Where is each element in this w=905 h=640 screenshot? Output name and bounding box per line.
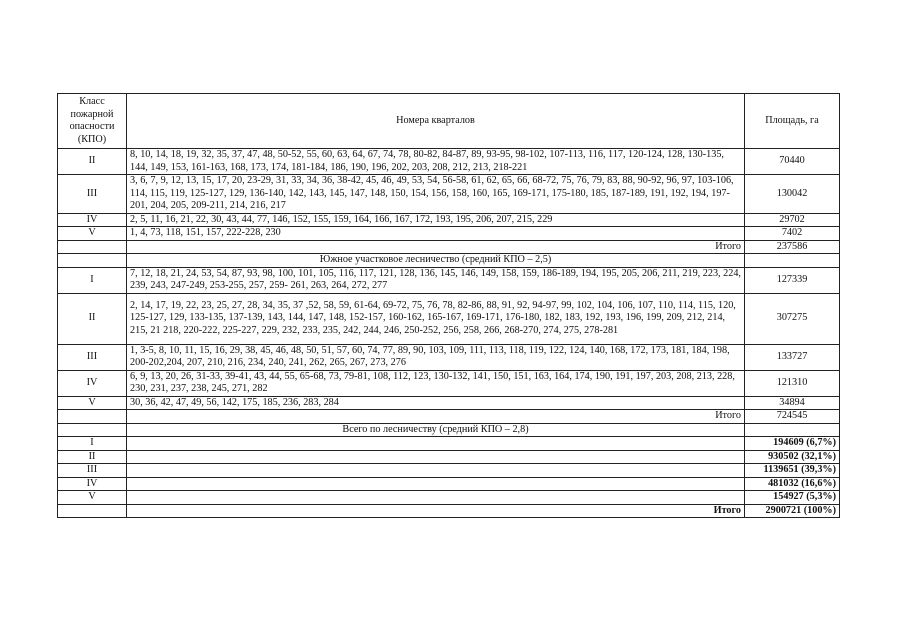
area-cell: 133727 bbox=[745, 344, 840, 370]
table-row bbox=[58, 267, 840, 293]
quarters-cell: 6, 9, 13, 20, 26, 31-33, 39-41, 43, 44, 55, 65-68, 73, 79-81, 108, 112, 123, 130-132, 141, 150, 151, 163, 164, 174, 190, 191, 197, 203, 208, 213, 228, 230, 231, 237, 238, 245, 271, 282 bbox=[127, 370, 745, 396]
area-cell: 1139651 (39,3%) bbox=[745, 464, 840, 478]
class-cell: IV bbox=[58, 370, 127, 396]
section-title: Южное участковое лесничество (средний КПО – 2,5) bbox=[127, 254, 745, 268]
table-row bbox=[58, 227, 840, 241]
quarters-cell: 3, 6, 7, 9, 12, 13, 15, 17, 20, 23-29, 31, 33, 34, 36, 38-42, 45, 46, 49, 53, 54, 56-58, 61, 62, 65, 66, 68-72, 75, 76, 79, 83, 88, 90-92, 96, 97, 103-106, 114, 115, 119, 125-127, 129, 136-140, 142, 143, 145, 147, 148, 150, 154, 156, 158, 160, 165, 169-171, 175-180, 185, 187-189, 191, 192, 194, 197-201, 204, 205, 209-211, 214, 216, 217 bbox=[127, 175, 745, 214]
empty-cell bbox=[127, 464, 745, 478]
class-cell: I bbox=[58, 437, 127, 451]
quarters-cell: 8, 10, 14, 18, 19, 32, 35, 37, 47, 48, 50-52, 55, 60, 63, 64, 67, 74, 78, 80-82, 84-87, 89, 93-95, 98-102, 107-113, 116, 117, 120-124, 128, 130-135, 144, 149, 153, 161-163, 168, 173, 174, 181-184, 186, 190, 196, 202, 203, 208, 212, 213, 218-221 bbox=[127, 149, 745, 175]
empty-cell bbox=[745, 423, 840, 437]
quarters-cell: 7, 12, 18, 21, 24, 53, 54, 87, 93, 98, 100, 101, 105, 116, 117, 121, 128, 136, 145, 146, 149, 158, 159, 186-189, 194, 195, 205, 206, 211, 219, 223, 224, 239, 243, 247-249, 253-255, 257, 259- 261, 263, 264, 272, 277 bbox=[127, 267, 745, 293]
area-cell: 127339 bbox=[745, 267, 840, 293]
empty-cell bbox=[58, 410, 127, 424]
section-row bbox=[58, 423, 840, 437]
grand-total-row bbox=[58, 504, 840, 518]
quarters-cell: 2, 14, 17, 19, 22, 23, 25, 27, 28, 34, 35, 37 ,52, 58, 59, 61-64, 69-72, 75, 76, 78, 82-86, 88, 91, 92, 94-97, 99, 102, 104, 106, 107, 110, 114, 115, 120, 125-127, 129, 133-135, 137-139, 143, 144, 147, 148, 152-157, 160-162, 165-167, 169-171, 176-180, 182, 183, 192, 193, 196, 199, 209, 212, 214, 215, 21 218, 220-222, 225-227, 229, 232, 233, 235, 242, 244, 246, 250-252, 256, 258, 266, 268-270, 274, 275, 278-281 bbox=[127, 293, 745, 344]
total-label: Итого bbox=[127, 504, 745, 518]
table-row bbox=[58, 175, 840, 214]
class-cell: II bbox=[58, 450, 127, 464]
class-cell: III bbox=[58, 175, 127, 214]
total-row bbox=[58, 410, 840, 424]
class-cell: II bbox=[58, 293, 127, 344]
empty-cell bbox=[58, 504, 127, 518]
total-label: Итого bbox=[127, 240, 745, 254]
class-cell: V bbox=[58, 396, 127, 410]
area-cell: 7402 bbox=[745, 227, 840, 241]
summary-row bbox=[58, 464, 840, 478]
class-cell: IV bbox=[58, 477, 127, 491]
area-cell: 121310 bbox=[745, 370, 840, 396]
quarters-cell: 1, 3-5, 8, 10, 11, 15, 16, 29, 38, 45, 46, 48, 50, 51, 57, 60, 74, 77, 89, 90, 103, 109, 111, 113, 118, 119, 122, 124, 140, 168, 172, 173, 181, 184, 198, 200-202,204, 207, 210, 216, 234, 240, 241, 262, 265, 267, 273, 276 bbox=[127, 344, 745, 370]
class-cell: V bbox=[58, 491, 127, 505]
total-label: Итого bbox=[127, 410, 745, 424]
empty-cell bbox=[127, 450, 745, 464]
quarters-cell: 1, 4, 73, 118, 151, 157, 222-228, 230 bbox=[127, 227, 745, 241]
class-cell: III bbox=[58, 344, 127, 370]
area-cell: 154927 (5,3%) bbox=[745, 491, 840, 505]
table-row bbox=[58, 370, 840, 396]
class-cell: III bbox=[58, 464, 127, 478]
class-cell: I bbox=[58, 267, 127, 293]
area-cell: 481032 (16,6%) bbox=[745, 477, 840, 491]
empty-cell bbox=[127, 437, 745, 451]
quarters-cell: 2, 5, 11, 16, 21, 22, 30, 43, 44, 77, 146, 152, 155, 159, 164, 166, 167, 172, 193, 195, 206, 207, 215, 229 bbox=[127, 213, 745, 227]
area-cell: 307275 bbox=[745, 293, 840, 344]
empty-cell bbox=[745, 254, 840, 268]
table-row bbox=[58, 344, 840, 370]
header-area: Площадь, га bbox=[745, 94, 840, 149]
header-row bbox=[58, 94, 840, 149]
table-row bbox=[58, 149, 840, 175]
summary-row bbox=[58, 491, 840, 505]
header-class: Класс пожарной опасности (КПО) bbox=[58, 94, 127, 149]
section-title: Всего по лесничеству (средний КПО – 2,8) bbox=[127, 423, 745, 437]
table-row bbox=[58, 213, 840, 227]
area-cell: 930502 (32,1%) bbox=[745, 450, 840, 464]
table-row bbox=[58, 396, 840, 410]
table-row bbox=[58, 293, 840, 344]
summary-row bbox=[58, 450, 840, 464]
empty-cell bbox=[58, 254, 127, 268]
class-cell: IV bbox=[58, 213, 127, 227]
class-cell: II bbox=[58, 149, 127, 175]
summary-row bbox=[58, 437, 840, 451]
area-cell: 130042 bbox=[745, 175, 840, 214]
empty-cell bbox=[58, 240, 127, 254]
total-value: 724545 bbox=[745, 410, 840, 424]
class-cell: V bbox=[58, 227, 127, 241]
area-cell: 29702 bbox=[745, 213, 840, 227]
empty-cell bbox=[58, 423, 127, 437]
quarters-cell: 30, 36, 42, 47, 49, 56, 142, 175, 185, 236, 283, 284 bbox=[127, 396, 745, 410]
total-value: 237586 bbox=[745, 240, 840, 254]
empty-cell bbox=[127, 477, 745, 491]
total-value: 2900721 (100%) bbox=[745, 504, 840, 518]
header-quarters: Номера кварталов bbox=[127, 94, 745, 149]
area-cell: 34894 bbox=[745, 396, 840, 410]
section-row bbox=[58, 254, 840, 268]
area-cell: 194609 (6,7%) bbox=[745, 437, 840, 451]
empty-cell bbox=[127, 491, 745, 505]
summary-row bbox=[58, 477, 840, 491]
total-row bbox=[58, 240, 840, 254]
fire-class-table bbox=[57, 93, 840, 518]
area-cell: 70440 bbox=[745, 149, 840, 175]
